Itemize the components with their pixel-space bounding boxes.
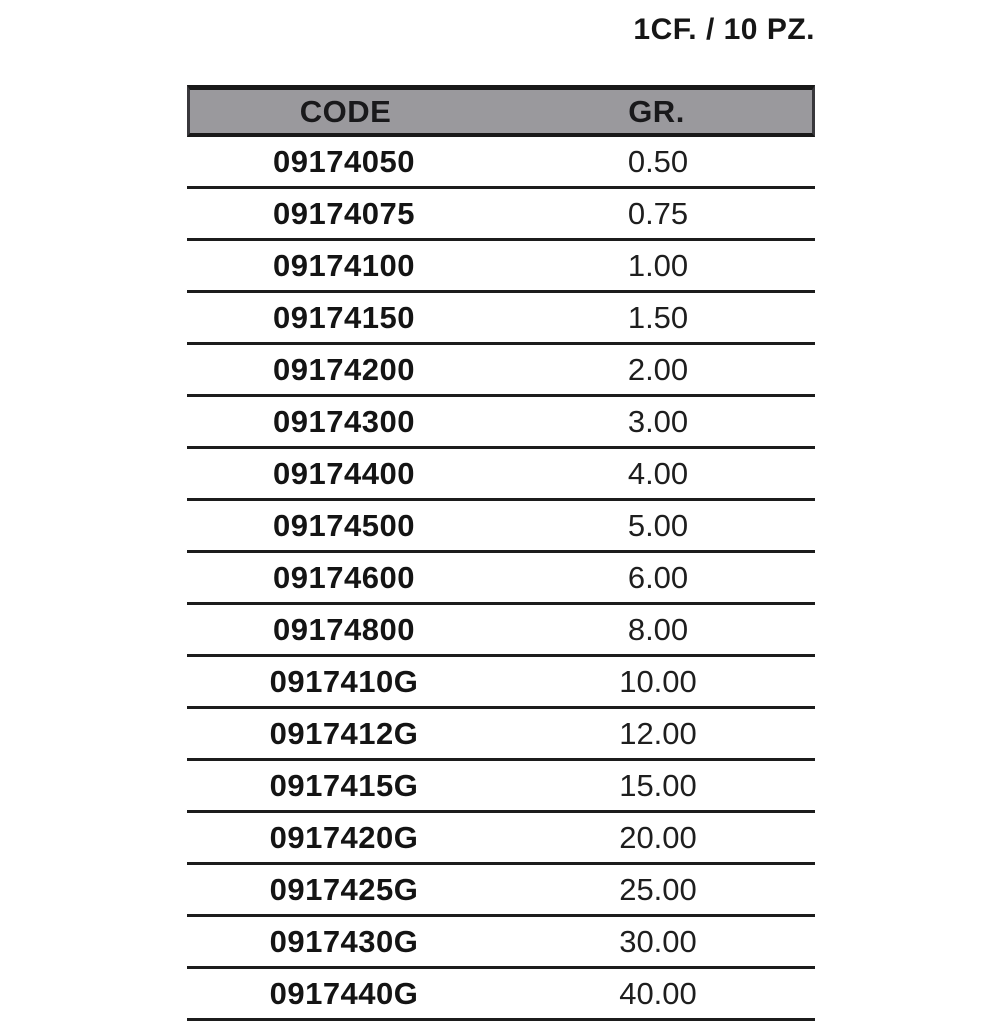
gr-cell: 15.00 xyxy=(619,768,697,803)
code-cell: 0917420G xyxy=(269,820,419,855)
gr-cell: 4.00 xyxy=(627,456,689,491)
code-cell: 09174400 xyxy=(273,456,415,491)
table-row xyxy=(187,501,815,553)
gr-cell: 25.00 xyxy=(619,872,697,907)
table-row xyxy=(187,137,815,189)
table-row xyxy=(187,709,815,761)
table-row xyxy=(187,189,815,241)
gr-cell: 8.00 xyxy=(627,612,689,647)
table-row xyxy=(187,605,815,657)
gr-cell: 2.00 xyxy=(627,352,689,387)
table-row xyxy=(187,865,815,917)
gr-cell: 1.50 xyxy=(627,300,689,335)
code-cell: 09174050 xyxy=(273,144,415,179)
table-header-row xyxy=(187,85,815,137)
gr-cell: 6.00 xyxy=(627,560,689,595)
code-cell: 0917430G xyxy=(269,924,419,959)
table-body xyxy=(187,137,815,1021)
code-cell: 09174600 xyxy=(273,560,415,595)
table-row xyxy=(187,397,815,449)
table-row xyxy=(187,345,815,397)
code-cell: 0917440G xyxy=(269,976,419,1011)
code-cell: 09174150 xyxy=(273,300,415,335)
code-cell: 0917410G xyxy=(269,664,419,699)
table-row xyxy=(187,813,815,865)
table-row xyxy=(187,293,815,345)
code-cell: 09174800 xyxy=(273,612,415,647)
code-cell: 0917415G xyxy=(269,768,419,803)
column-header-code: CODE xyxy=(299,93,392,129)
code-cell: 0917412G xyxy=(269,716,419,751)
gr-cell: 0.75 xyxy=(627,196,689,231)
gr-cell: 5.00 xyxy=(627,508,689,543)
gr-cell: 30.00 xyxy=(619,924,697,959)
table-row xyxy=(187,761,815,813)
table-row xyxy=(187,657,815,709)
column-header-gr: GR. xyxy=(628,93,685,129)
gr-cell: 1.00 xyxy=(627,248,689,283)
code-cell: 09174300 xyxy=(273,404,415,439)
gr-cell: 12.00 xyxy=(619,716,697,751)
product-table xyxy=(187,85,815,1021)
gr-cell: 20.00 xyxy=(619,820,697,855)
gr-cell: 0.50 xyxy=(627,144,689,179)
table-row xyxy=(187,553,815,605)
gr-cell: 3.00 xyxy=(627,404,689,439)
table-row xyxy=(187,449,815,501)
code-cell: 09174075 xyxy=(273,196,415,231)
pack-size-label: 1CF. / 10 PZ. xyxy=(633,13,815,46)
gr-cell: 40.00 xyxy=(619,976,697,1011)
code-cell: 09174100 xyxy=(273,248,415,283)
code-cell: 0917425G xyxy=(269,872,419,907)
code-cell: 09174200 xyxy=(273,352,415,387)
code-cell: 09174500 xyxy=(273,508,415,543)
gr-cell: 10.00 xyxy=(619,664,697,699)
table-row xyxy=(187,917,815,969)
table-row xyxy=(187,241,815,293)
table-row xyxy=(187,969,815,1021)
